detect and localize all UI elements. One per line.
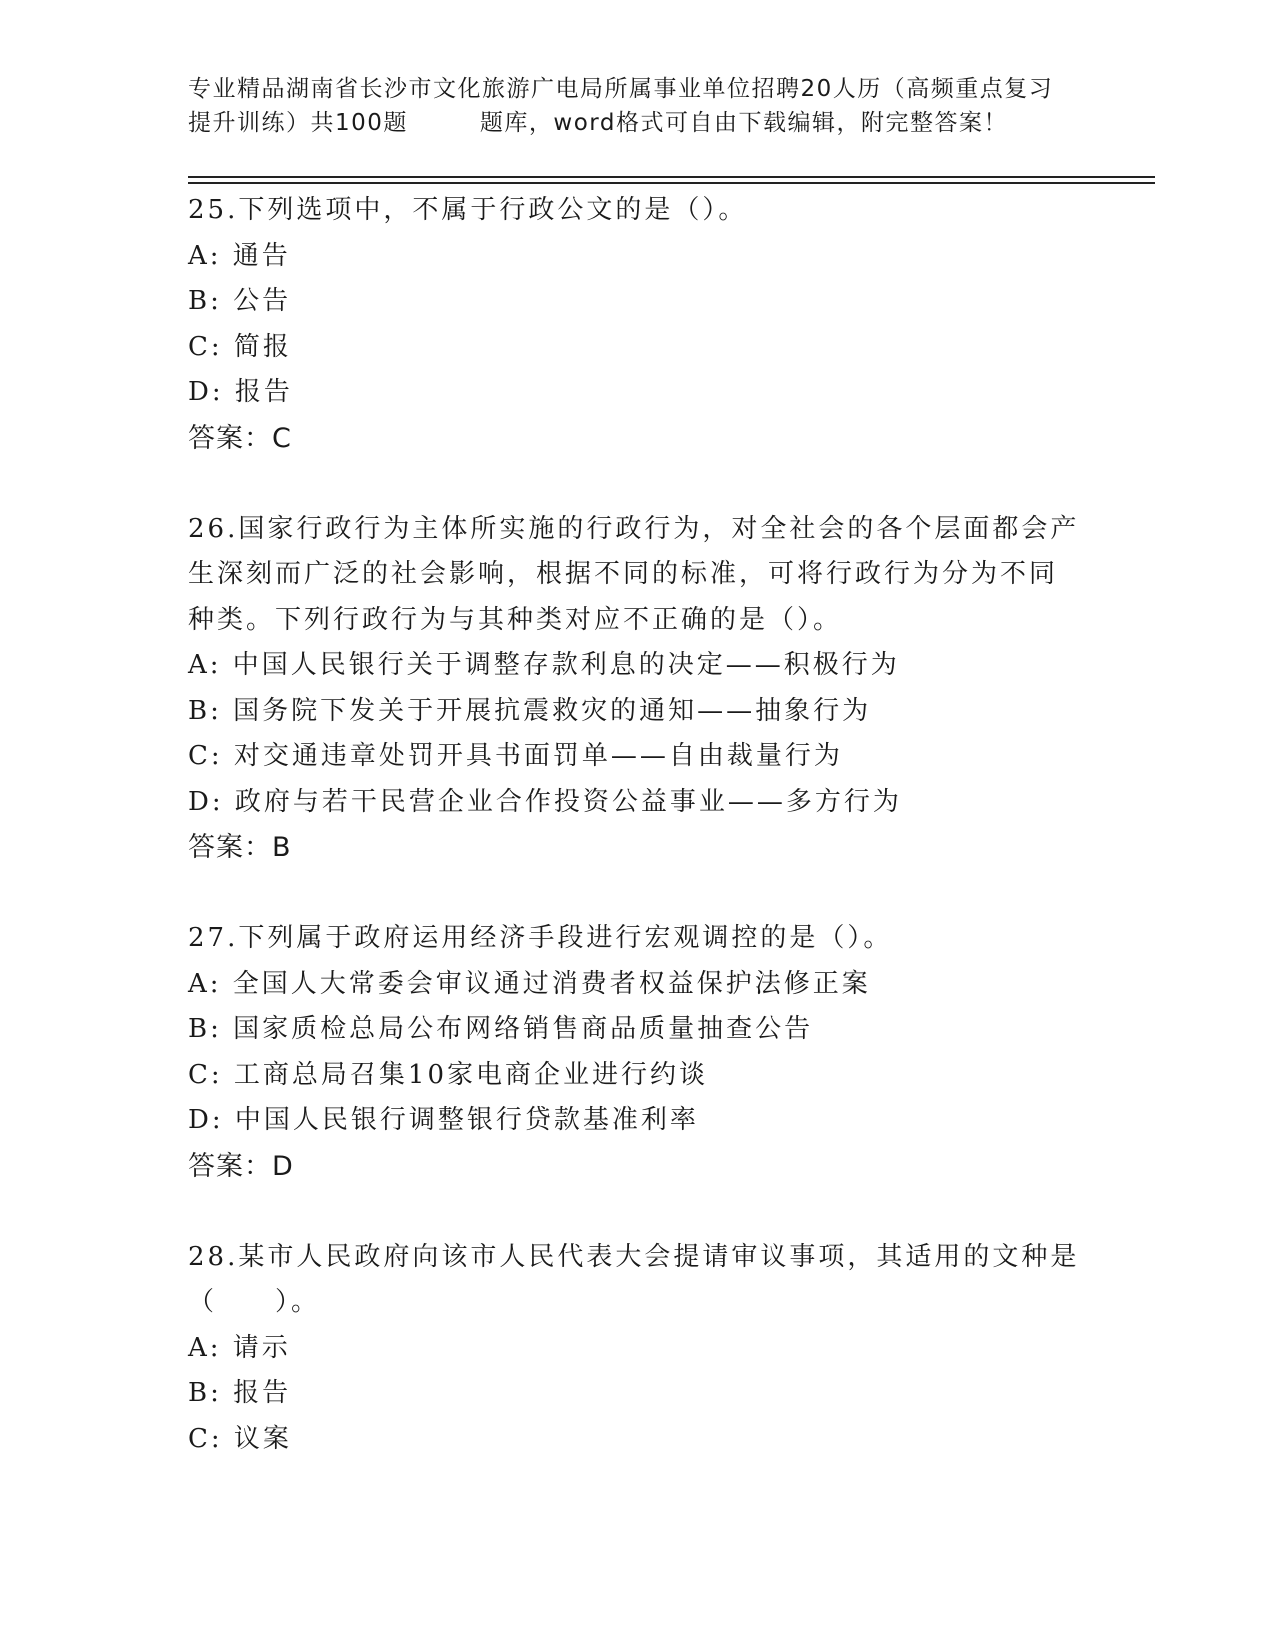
question-stem-line-1: 26.国家行政行为主体所实施的行政行为，对全社会的各个层面都会产 [188,513,1080,544]
option-b: B: 报告 [188,1378,292,1408]
option-d: D: 中国人民银行调整银行贷款基准利率 [188,1105,699,1135]
answer-label: 答案：D [188,1150,294,1182]
option-a: A: 通告 [188,240,291,271]
option-d: D: 政府与若干民营企业合作投资公益事业——多方行为 [188,786,902,817]
question-stem-line-1: 28.某市人民政府向该市人民代表大会提请审议事项，其适用的文种是 [188,1241,1080,1272]
option-d: D: 报告 [188,377,293,407]
option-c: C: 议案 [188,1423,292,1454]
option-b: B: 国务院下发关于开展抗震救灾的通知——抽象行为 [188,695,872,726]
question-26 [188,507,1108,871]
question-spacer [188,1189,1108,1235]
question-list [188,188,1108,1462]
option-c: C: 工商总局召集10家电商企业进行约谈 [188,1059,709,1090]
question-25 [188,188,1108,461]
answer-label: 答案：B [188,832,292,863]
header-rule-bottom [188,182,1155,184]
option-b: B: 国家质检总局公布网络销售商品质量抽查公告 [188,1014,814,1044]
question-spacer [188,461,1108,507]
option-a: A: 中国人民银行关于调整存款利息的决定——积极行为 [188,650,900,680]
option-b: B: 公告 [188,286,292,316]
header-line-2 [188,106,1088,140]
document-header [188,72,1088,140]
header-line-2-part-b: 题库，word格式可自由下载编辑，附完整答案！ [479,110,1008,136]
question-27 [188,916,1108,1189]
answer-label: 答案：C [188,422,292,454]
option-a: A: 全国人大常委会审议通过消费者权益保护法修正案 [188,968,871,999]
header-line-2-part-a: 提升训练）共100题 [188,110,408,136]
option-c: C: 对交通违章处罚开具书面罚单——自由裁量行为 [188,741,843,771]
question-stem: 27.下列属于政府运用经济手段进行宏观调控的是（）。 [188,923,893,953]
question-stem: 25.下列选项中，不属于行政公文的是（）。 [188,195,748,225]
header-rule-top [188,176,1155,178]
question-spacer [188,871,1108,917]
question-28 [188,1235,1108,1463]
question-stem-line-2: 生深刻而广泛的社会影响，根据不同的标准，可将行政行为分为不同 [188,559,1059,589]
option-c: C: 简报 [188,331,292,362]
header-line-1: 专业精品湖南省长沙市文化旅游广电局所属事业单位招聘20人历（高频重点复习 [188,76,1054,102]
option-a: A: 请示 [188,1332,291,1363]
question-stem-line-3: 种类。下列行政行为与其种类对应不正确的是（）。 [188,604,843,635]
question-stem-line-2: （ ）。 [188,1287,321,1317]
